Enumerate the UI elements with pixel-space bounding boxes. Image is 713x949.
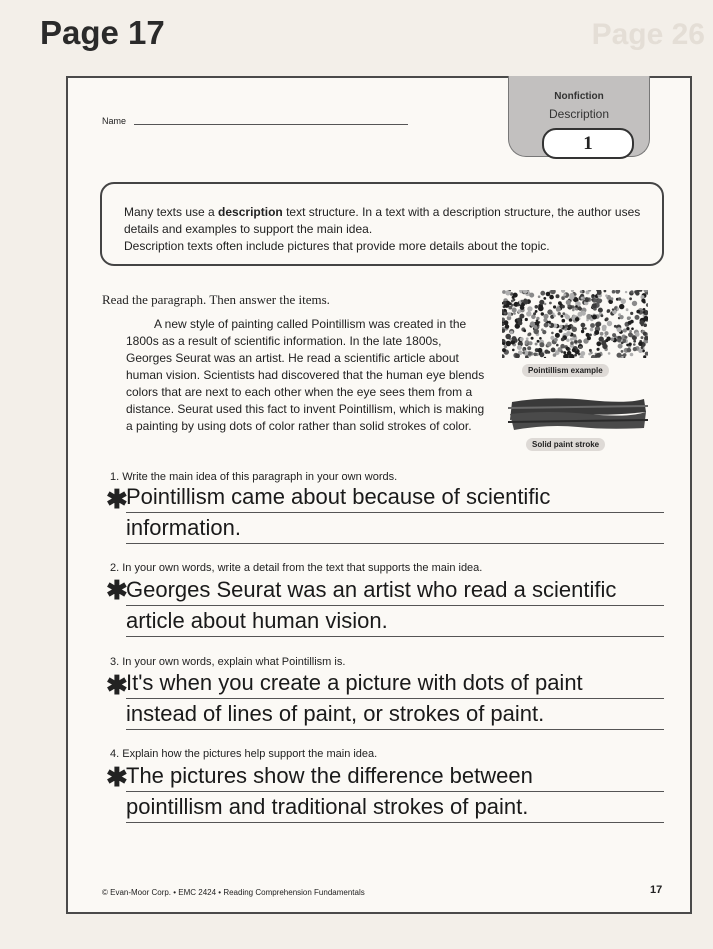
intro-line2: Description texts often include pictures that provide more details about the topic. [124, 239, 550, 253]
asterisk-icon: ✱ [106, 484, 128, 514]
pointillism-image [502, 290, 648, 358]
tab-genre: Nonfiction [554, 91, 604, 102]
intro-pre: Many texts use a [124, 205, 219, 219]
answer-line: It's when you create a picture with dots of paint [126, 668, 664, 699]
instruction: Read the paragraph. Then answer the items. [102, 292, 330, 307]
answer-2 [126, 575, 664, 637]
passage [126, 316, 488, 435]
genre-tab [508, 76, 650, 157]
caption-stroke: Solid paint stroke [526, 438, 605, 451]
answer-line: pointillism and traditional strokes of paint. [126, 792, 664, 823]
question-4: 4. Explain how the pictures help support the main idea. [110, 748, 378, 760]
intro-post: text structure. In a text with a description structure, the author uses details and examples to support the main idea. [124, 205, 641, 236]
caption-pointillism: Pointillism example [522, 364, 609, 377]
name-label: Name [102, 116, 127, 126]
footer-credit: © Evan-Moor Corp. • EMC 2424 • Reading Comprehension Fundamentals [102, 888, 365, 897]
asterisk-icon: ✱ [106, 575, 128, 605]
answer-4 [126, 761, 664, 823]
unit-number: 1 [542, 128, 634, 159]
answer-line: Pointillism came about because of scientific [126, 482, 664, 513]
intro-box [100, 182, 664, 266]
answer-line: Georges Seurat was an artist who read a scientific [126, 575, 664, 606]
worksheet [66, 76, 692, 914]
tab-type: Description [548, 107, 610, 121]
question-1: 1. Write the main idea of this paragraph in your own words. [110, 471, 398, 483]
asterisk-icon: ✱ [106, 762, 128, 792]
question-3: 3. In your own words, explain what Pointillism is. [110, 656, 346, 668]
answer-1 [126, 482, 664, 544]
paint-stroke-image [508, 394, 648, 434]
answer-3 [126, 668, 664, 730]
bleed-through-text: Page 26 [591, 18, 705, 51]
name-line [134, 124, 408, 125]
page-number: 17 [650, 884, 663, 896]
asterisk-icon: ✱ [106, 670, 128, 700]
answer-line: article about human vision. [126, 606, 664, 637]
intro-bold: description [218, 205, 283, 219]
answer-line: instead of lines of paint, or strokes of paint. [126, 699, 664, 730]
answer-line: information. [126, 513, 664, 544]
answer-line: The pictures show the difference between [126, 761, 664, 792]
question-2: 2. In your own words, write a detail from the text that supports the main idea. [110, 562, 483, 574]
passage-text: A new style of painting called Pointillism was created in the 1800s as a result of scientific information. In the late 1800s, Georges Seurat was an artist. He read a scientific article about human vision. Scientists had discovered that the human eye blends colors that are next to each other when the eye sees them from a distance. Seurat used this fact to invent Pointillism, which is making a painting by using dots of color rather than solid strokes of color. [126, 317, 485, 433]
page-label: Page 17 [40, 14, 165, 51]
